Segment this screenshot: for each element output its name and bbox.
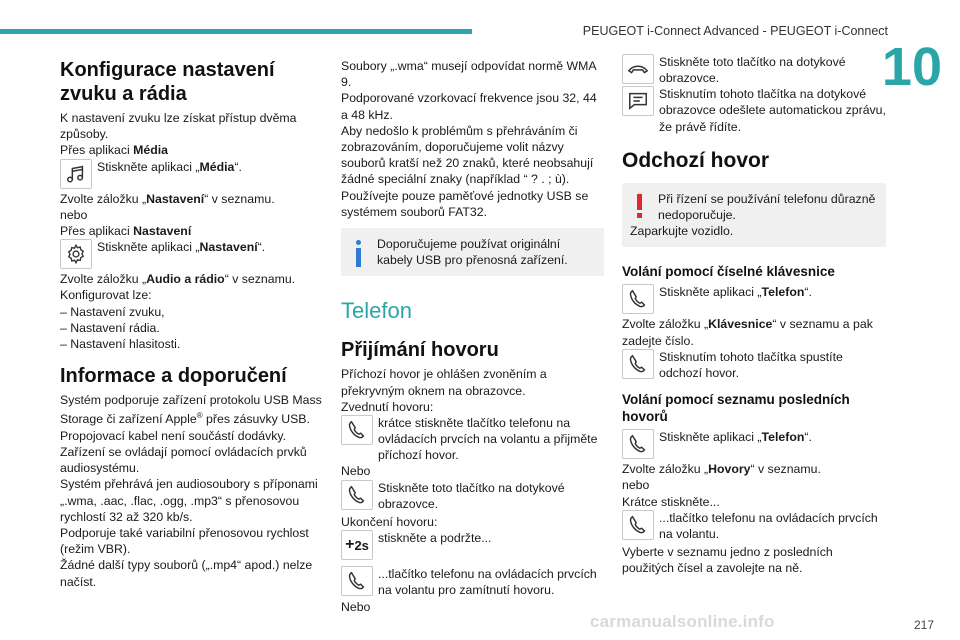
step-phone-app-2: Stiskněte aplikaci „Telefon“. [622,429,886,459]
step-media: Stiskněte aplikaci „Média“. [60,159,322,189]
section-heading-audio-config: Konfigurace nastavení zvuku a rádia [60,59,275,105]
paragraph: Nebo [341,464,371,479]
paragraph: Zařízení se ovládají pomocí ovládacích prvků audiosystému. [60,444,307,476]
step-wheel-button: ...tlačítko telefonu na ovládacích prvcích na volantu. [622,510,886,542]
section-heading-receive-call: Přijímání hovoru [341,339,499,362]
watermark: carmanualsonline.info [590,612,775,631]
paragraph: Vyberte v seznamu jedno z posledních použitých čísel a zavolejte na ně. [622,545,833,576]
section-title-phone: Telefon [341,298,412,324]
paragraph: nebo [622,478,650,493]
step-dial: Stisknutím tohoto tlačítka spustíte odchozí hovor. [622,349,886,381]
list-item: – Nastavení zvuku, [60,304,165,319]
paragraph: Příchozí hovor je ohlášen zvoněním a překryvným oknem na obrazovce. [341,367,547,398]
column-3 [622,54,886,577]
music-note-icon [60,159,92,189]
step-answer-wheel: krátce stiskněte tlačítko telefonu na [341,415,604,445]
paragraph: Žádné další typy souborů („.mp4“ apod.) nelze načíst. [60,558,313,589]
paragraph: Zvolte záložku „Hovory“ v seznamu. [622,462,821,477]
section-heading-info: Informace a doporučení [60,365,287,388]
paragraph-wrap: obrazovce odešlete automatickou zprávu, že právě řídíte. [659,103,886,134]
step-auto-message: Stisknutím tohoto tlačítka na dotykové [622,86,886,116]
hang-up-icon [622,54,654,84]
paragraph: Zvolte záložku „Nastavení“ v seznamu. [60,191,275,206]
paragraph: Krátce stiskněte... [622,494,720,509]
step-hangup-screen: Stiskněte toto tlačítko na dotykové obrazovce. [622,54,886,86]
hold-2s-icon: + 2s [341,530,373,560]
running-title: PEUGEOT i-Connect Advanced - PEUGEOT i-Connect [582,24,888,38]
paragraph: Zvolte záložku „Audio a rádio“ v seznamu. [60,272,296,287]
paragraph-wrap: ovládacích prvcích na volantu a přijměte příchozí hovor. [378,432,598,463]
phone-handset-icon [622,284,654,314]
phone-handset-icon [341,415,373,445]
paragraph: Používejte pouze paměťové jednotky USB se systémem souborů FAT32. [341,188,589,219]
phone-handset-icon [341,480,373,510]
subheading-keypad: Volání pomocí číselné klávesnice [622,264,835,280]
paragraph: Ukončení hovoru: [341,515,438,530]
paragraph: Soubory „.wma“ musejí odpovídat normě WMA 9. [341,59,596,90]
paragraph: Nebo [341,599,371,614]
list-item: – Nastavení hlasitosti. [60,337,181,352]
column-2 [341,54,604,615]
paragraph: nebo [60,207,88,222]
paragraph: Aby nedošlo k problémům s přehráváním či zobrazováním, doporučujeme volit názvy souborů kratší než 20 znaků, které neobsahují žádné speciální znaky (například “ ? . ; ù). [341,123,594,187]
info-note: Doporučujeme používat originální kabely USB pro přenosná zařízení. [341,228,604,276]
paragraph: Přes aplikaci Nastavení [60,224,192,239]
gear-icon [60,239,92,269]
paragraph: Přes aplikaci Média [60,143,168,158]
warning-note: Při řízení se používání telefonu důrazně nedoporučuje. Zaparkujte vozidlo. [622,183,886,248]
paragraph: K nastavení zvuku lze získat přístup dvěma způsoby. [60,111,297,142]
header-accent-bar [0,29,472,34]
warning-icon [630,191,648,223]
page-number: 217 [913,618,934,632]
step-answer-screen: Stiskněte toto tlačítko na dotykové obrazovce. [341,480,604,512]
step-settings: Stiskněte aplikaci „Nastavení“. [60,239,322,269]
subheading-recent-calls: Volání pomocí seznamu posledních hovorů [622,392,850,425]
step-hold: + 2s stiskněte a podržte... [341,530,604,560]
step-reject: ...tlačítko telefonu na ovládacích prvcích na volantu pro zamítnutí hovoru. [341,566,604,598]
section-heading-outgoing-call: Odchozí hovor [622,148,769,172]
chapter-number: 10 [881,37,942,97]
phone-handset-icon [341,566,373,596]
message-icon [622,86,654,116]
step-phone-app: Stiskněte aplikaci „Telefon“. [622,284,886,314]
list-item: – Nastavení rádia. [60,320,160,335]
paragraph: Systém podporuje zařízení protokolu USB Mass Storage či zařízení Apple® přes zásuvky USB. Propojovací kabel není součástí dodávky. [60,393,322,443]
phone-handset-icon [622,349,654,379]
phone-handset-icon [622,429,654,459]
info-icon [349,236,367,268]
paragraph: Podporuje také variabilní přenosovou rychlost (režim VBR). [60,525,309,557]
paragraph: Zvolte záložku „Klávesnice“ v seznamu a pak zadejte číslo. [622,317,873,348]
phone-handset-icon [622,510,654,540]
paragraph: Podporované vzorkovací frekvence jsou 32, 44 a 48 kHz. [341,91,597,122]
paragraph: Zvednutí hovoru: [341,399,434,414]
paragraph: Konfigurovat lze: [60,288,152,303]
column-1 [60,54,322,590]
paragraph: Systém přehrává jen audiosoubory s příponami „.wma, .aac, .flac, .ogg, .mp3“ s přenosovou rychlostí 32 až 320 kb/s. [60,477,318,524]
